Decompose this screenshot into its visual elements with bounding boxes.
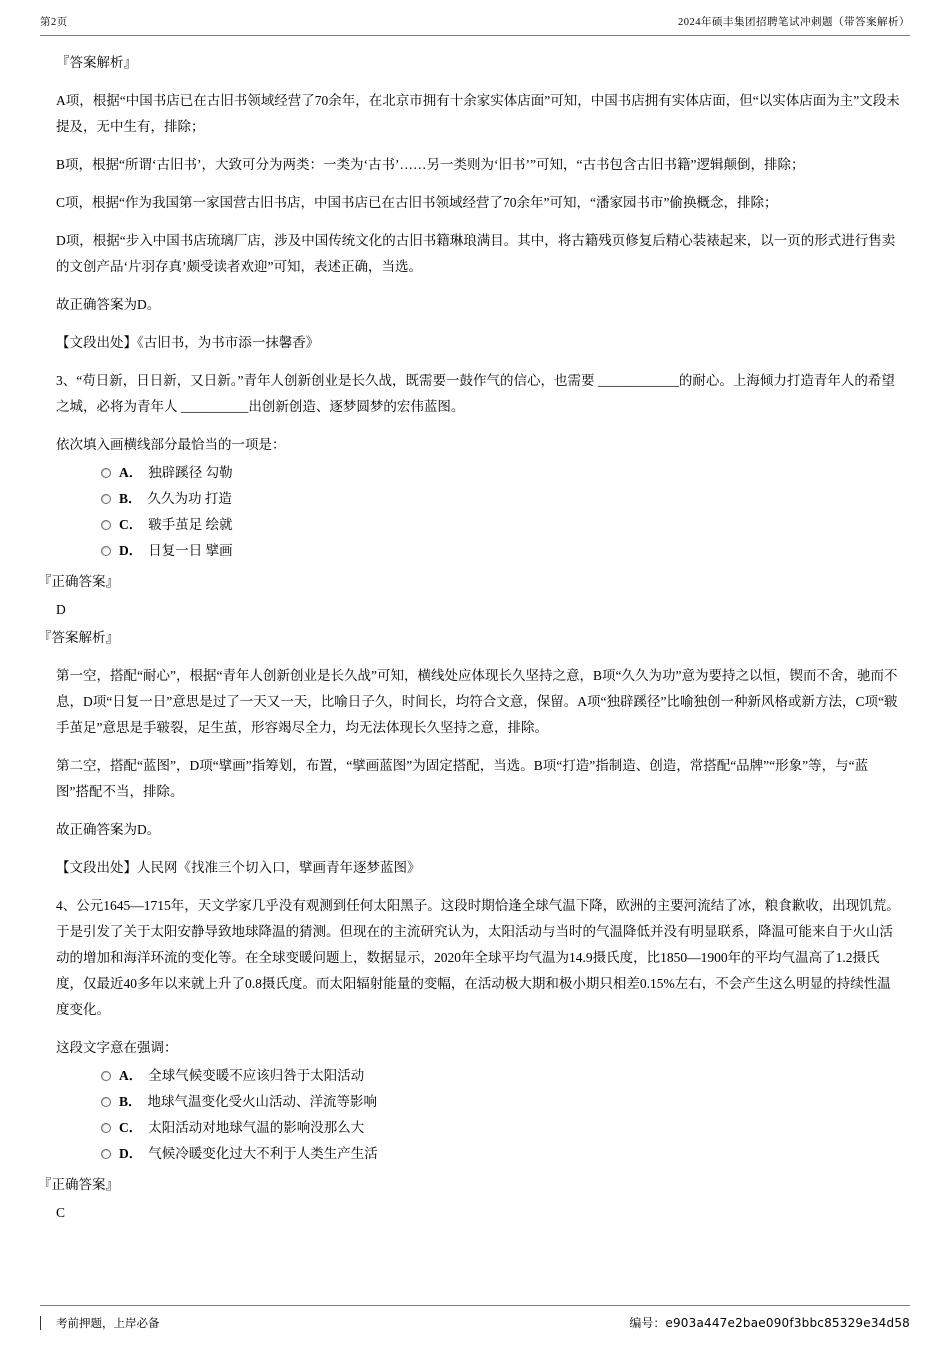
radio-icon[interactable] bbox=[101, 546, 111, 556]
radio-icon[interactable] bbox=[101, 1071, 111, 1081]
option-text: 独辟蹊径 勾勒 bbox=[148, 465, 233, 480]
q3-correct-answer: D bbox=[56, 602, 66, 617]
page-header bbox=[40, 14, 910, 36]
q2-analysis-item-c: C项，根据“作为我国第一家国营古旧书店，中国书店已在古旧书领域经营了70余年”可知，“潘家园书市”偷换概念，排除； bbox=[56, 195, 778, 210]
q3-conclusion: 故正确答案为D。 bbox=[56, 822, 161, 837]
option-letter: A． bbox=[119, 1068, 143, 1083]
q3-source: 【文段出处】人民网《找准三个切入口，擘画青年逐梦蓝图》 bbox=[56, 860, 421, 875]
footer-slogan-wrap bbox=[40, 1315, 160, 1331]
option-letter: B． bbox=[119, 1094, 142, 1109]
q3-option-c[interactable] bbox=[101, 516, 900, 533]
radio-icon[interactable] bbox=[101, 494, 111, 504]
option-text: 日复一日 擘画 bbox=[148, 543, 233, 558]
q3-option-d[interactable] bbox=[101, 542, 900, 559]
radio-icon[interactable] bbox=[101, 1123, 111, 1133]
q2-analysis-item-a: A项，根据“中国书店已在古旧书领域经营了70余年，在北京市拥有十余家实体店面”可知，中国书店拥有实体店面，但“以实体店面为主”文段未提及，无中生有，排除； bbox=[56, 93, 900, 134]
q4-option-d[interactable] bbox=[101, 1145, 900, 1162]
footer-slogan: 考前押题，上岸必备 bbox=[56, 1317, 160, 1330]
q3-instruction: 依次填入画横线部分最恰当的一项是： bbox=[56, 437, 286, 452]
q4-options bbox=[101, 1067, 900, 1162]
radio-icon[interactable] bbox=[101, 468, 111, 478]
q4-option-b[interactable] bbox=[101, 1093, 900, 1110]
q3-options bbox=[101, 464, 900, 559]
option-text: 太阳活动对地球气温的影响没那么大 bbox=[148, 1120, 365, 1135]
option-letter: C． bbox=[119, 517, 143, 532]
footer-divider-bar bbox=[40, 1316, 41, 1330]
footer-code bbox=[629, 1314, 910, 1331]
q4-stem: 4、公元1645—1715年，天文学家几乎没有观测到任何太阳黑子。这段时期恰逢全球气温下降，欧洲的主要河流结了冰，粮食歉收，出现饥荒。于是引发了关于太阳安静导致地球降温的猜测。但现在的主流研究认为，太阳活动与当时的气温降低并没有明显联系，降温可能来自于火山活动的增加和海洋环流的变化等。在全球变暖问题上，数据显示，2020年全球平均气温为14.9摄氏度，比1850—1900年的平均气温高了1.2摄氏度，仅最近40多年以来就上升了0.8摄氏度。而太阳辐射能量的变幅，在活动极大期和极小期只相差0.15%左右，不会产生这么明显的持续性温度变化。 bbox=[56, 898, 900, 1017]
q4-correct-heading: 『正确答案』 bbox=[38, 1177, 119, 1192]
q3-correct-heading: 『正确答案』 bbox=[38, 574, 119, 589]
option-letter: B． bbox=[119, 491, 142, 506]
option-letter: A． bbox=[119, 465, 143, 480]
q3-analysis-heading: 『答案解析』 bbox=[38, 630, 119, 645]
document-body bbox=[38, 50, 900, 1228]
option-text: 皲手茧足 绘就 bbox=[148, 517, 233, 532]
code-value: e903a447e2bae090f3bbc85329e34d58 bbox=[665, 1316, 910, 1330]
q3-analysis-first: 第一空，搭配“耐心”，根据“青年人创新创业是长久战”可知，横线处应体现长久坚持之意，B项“久久为功”意为要持之以恒，锲而不舍，驰而不息，D项“日复一日”意思是过了一天又一天，比喻日子久，时间长，均符合文意，保留。A项“独辟蹊径”比喻独创一种新风格或新方法，C项“皲手茧足”意思是手皲裂，足生茧，形容竭尽全力，均无法体现长久坚持之意，排除。 bbox=[56, 668, 898, 735]
q3-option-a[interactable] bbox=[101, 464, 900, 481]
q3-analysis-second: 第二空，搭配“蓝图”，D项“擘画”指筹划，布置，“擘画蓝图”为固定搭配，当选。B项“打造”指制造、创造，常搭配“品牌”“形象”等，与“蓝图”搭配不当，排除。 bbox=[56, 758, 869, 799]
q3-option-b[interactable] bbox=[101, 490, 900, 507]
q3-stem: 3、“苟日新，日日新，又日新。”青年人创新创业是长久战，既需要一鼓作气的信心，也需要 ____________的耐心。上海倾力打造青年人的希望之城，必将为青年人 __________出创新创造、逐梦圆梦的宏伟蓝图。 bbox=[56, 373, 895, 414]
q4-instruction: 这段文字意在强调： bbox=[56, 1040, 178, 1055]
document-title: 2024年硕丰集团招聘笔试冲刺题（带答案解析） bbox=[678, 17, 910, 28]
radio-icon[interactable] bbox=[101, 1097, 111, 1107]
radio-icon[interactable] bbox=[101, 520, 111, 530]
page-footer bbox=[40, 1305, 910, 1331]
q2-analysis-item-d: D项，根据“步入中国书店琉璃厂店，涉及中国传统文化的古旧书籍琳琅满目。其中，将古籍残页修复后精心装裱起来，以一页的形式进行售卖的文创产品‘片羽存真’颇受读者欢迎”可知，表述正确，当选。 bbox=[56, 233, 896, 274]
option-letter: C． bbox=[119, 1120, 143, 1135]
q4-option-c[interactable] bbox=[101, 1119, 900, 1136]
q4-correct-answer: C bbox=[56, 1205, 66, 1220]
option-text: 气候冷暖变化过大不利于人类生产生活 bbox=[148, 1146, 378, 1161]
q2-conclusion: 故正确答案为D。 bbox=[56, 297, 161, 312]
q4-option-a[interactable] bbox=[101, 1067, 900, 1084]
q2-source: 【文段出处】《古旧书，为书市添一抹馨香》 bbox=[56, 335, 320, 350]
option-text: 久久为功 打造 bbox=[147, 491, 232, 506]
radio-icon[interactable] bbox=[101, 1149, 111, 1159]
option-letter: D． bbox=[119, 543, 143, 558]
option-letter: D． bbox=[119, 1146, 143, 1161]
page-number: 第2页 bbox=[40, 17, 68, 28]
q2-analysis-item-b: B项，根据“所谓‘古旧书’，大致可分为两类：一类为‘古书’……另一类则为‘旧书’”可知，“古书包含古旧书籍”逻辑颠倒，排除； bbox=[56, 157, 805, 172]
option-text: 全球气候变暖不应该归咎于太阳活动 bbox=[148, 1068, 365, 1083]
code-label: 编号： bbox=[629, 1316, 666, 1330]
q2-analysis-heading: 『答案解析』 bbox=[56, 55, 137, 70]
option-text: 地球气温变化受火山活动、洋流等影响 bbox=[147, 1094, 378, 1109]
